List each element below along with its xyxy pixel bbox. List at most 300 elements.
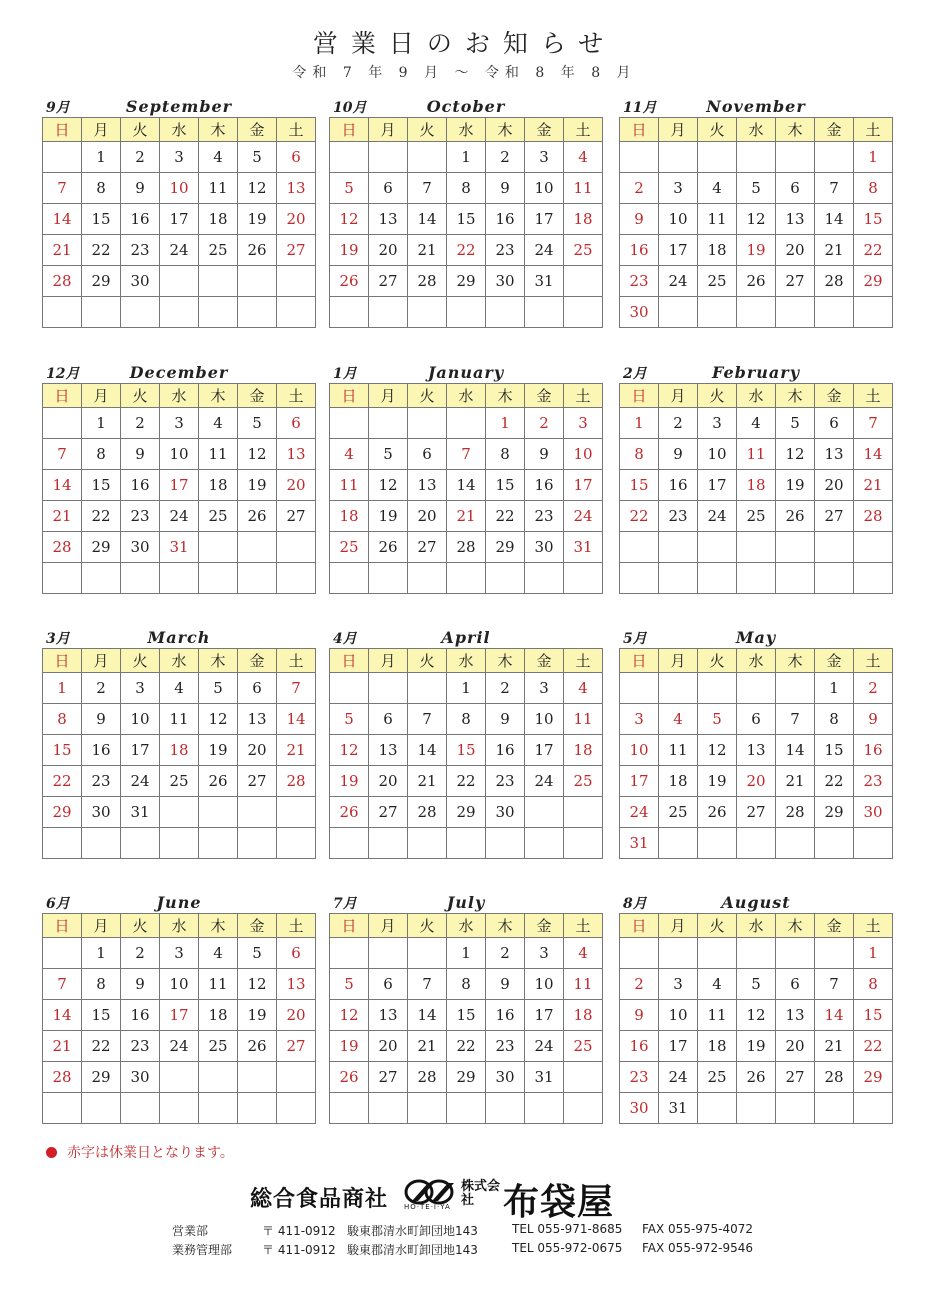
week-row	[43, 501, 316, 532]
day-cell: 4	[564, 938, 603, 969]
day-cell: 3	[160, 938, 199, 969]
month-header	[329, 97, 603, 117]
day-cell: 2	[486, 142, 525, 173]
day-cell: 27	[277, 1031, 316, 1062]
month-name-ja: 6月	[46, 896, 70, 912]
day-cell: 9	[486, 173, 525, 204]
week-row	[620, 828, 893, 859]
week-row	[43, 532, 316, 563]
day-cell: 18	[564, 204, 603, 235]
day-cell: 25	[564, 235, 603, 266]
day-cell: 19	[330, 1031, 369, 1062]
day-cell	[408, 828, 447, 859]
day-cell	[43, 828, 82, 859]
day-cell: 17	[121, 735, 160, 766]
week-row	[330, 142, 603, 173]
day-cell	[737, 673, 776, 704]
day-cell	[199, 532, 238, 563]
day-cell: 25	[199, 235, 238, 266]
day-cell: 27	[277, 235, 316, 266]
day-cell: 30	[121, 266, 160, 297]
week-row	[620, 501, 893, 532]
day-cell	[277, 297, 316, 328]
weekday-label: 火	[121, 649, 160, 673]
day-cell	[330, 1093, 369, 1124]
month-name-ja: 10月	[333, 100, 367, 116]
day-cell	[525, 1093, 564, 1124]
weekday-label: 金	[238, 649, 277, 673]
day-cell	[854, 828, 893, 859]
day-cell	[659, 563, 698, 594]
day-cell	[238, 797, 277, 828]
day-cell: 11	[698, 204, 737, 235]
day-cell: 6	[815, 408, 854, 439]
day-cell: 8	[854, 173, 893, 204]
day-cell: 18	[199, 204, 238, 235]
contact-tel: TEL 055-972-0675	[512, 1241, 623, 1255]
day-cell: 6	[776, 969, 815, 1000]
week-row	[43, 173, 316, 204]
day-cell: 22	[620, 501, 659, 532]
day-cell: 22	[854, 235, 893, 266]
day-cell: 12	[776, 439, 815, 470]
day-cell: 2	[121, 938, 160, 969]
day-cell: 26	[737, 1062, 776, 1093]
day-cell: 14	[408, 735, 447, 766]
week-row	[620, 1031, 893, 1062]
week-row	[330, 1000, 603, 1031]
day-cell: 4	[330, 439, 369, 470]
weekday-label: 火	[121, 118, 160, 142]
day-cell: 9	[620, 204, 659, 235]
day-cell	[564, 828, 603, 859]
day-cell: 22	[43, 766, 82, 797]
weekday-label: 日	[620, 914, 659, 938]
weekday-label: 水	[160, 649, 199, 673]
day-cell: 8	[447, 173, 486, 204]
week-row	[330, 938, 603, 969]
day-cell: 16	[525, 470, 564, 501]
month-calendar	[329, 893, 603, 1124]
weekday-row	[330, 118, 603, 142]
weekday-label: 金	[525, 384, 564, 408]
month-name-ja: 1月	[333, 366, 357, 382]
month-table	[42, 648, 316, 859]
day-cell: 12	[238, 969, 277, 1000]
day-cell	[698, 297, 737, 328]
weekday-label: 水	[447, 914, 486, 938]
day-cell: 15	[854, 204, 893, 235]
weekday-label: 土	[277, 649, 316, 673]
day-cell: 18	[199, 470, 238, 501]
day-cell: 8	[43, 704, 82, 735]
day-cell: 7	[408, 173, 447, 204]
week-row	[330, 439, 603, 470]
day-cell: 19	[238, 204, 277, 235]
day-cell: 24	[659, 1062, 698, 1093]
week-row	[620, 439, 893, 470]
day-cell	[199, 1093, 238, 1124]
day-cell: 21	[43, 235, 82, 266]
weekday-label: 木	[776, 118, 815, 142]
day-cell: 2	[854, 673, 893, 704]
day-cell	[82, 828, 121, 859]
day-cell	[486, 1093, 525, 1124]
month-table	[329, 913, 603, 1124]
weekday-label: 水	[160, 384, 199, 408]
week-row	[43, 797, 316, 828]
day-cell: 3	[659, 173, 698, 204]
month-name-ja: 2月	[623, 366, 647, 382]
week-row	[43, 704, 316, 735]
weekday-label: 火	[698, 384, 737, 408]
day-cell: 20	[776, 235, 815, 266]
day-cell	[620, 673, 659, 704]
day-cell	[815, 1093, 854, 1124]
day-cell: 23	[121, 501, 160, 532]
weekday-row	[43, 118, 316, 142]
week-row	[43, 297, 316, 328]
day-cell	[776, 673, 815, 704]
day-cell: 7	[408, 969, 447, 1000]
day-cell	[238, 828, 277, 859]
day-cell: 6	[277, 408, 316, 439]
month-name-en: June	[156, 893, 202, 912]
day-cell	[776, 563, 815, 594]
week-row	[330, 673, 603, 704]
contact-fax: FAX 055-975-4072	[642, 1222, 754, 1236]
day-cell: 2	[121, 142, 160, 173]
month-header	[619, 97, 893, 117]
day-cell	[776, 532, 815, 563]
day-cell: 28	[447, 532, 486, 563]
day-cell: 30	[486, 797, 525, 828]
weekday-label: 火	[408, 914, 447, 938]
day-cell	[199, 1062, 238, 1093]
day-cell: 12	[330, 735, 369, 766]
weekday-label: 日	[330, 649, 369, 673]
day-cell	[447, 297, 486, 328]
day-cell	[277, 828, 316, 859]
day-cell: 2	[82, 673, 121, 704]
day-cell: 28	[408, 1062, 447, 1093]
day-cell	[564, 797, 603, 828]
month-table	[329, 117, 603, 328]
week-row	[620, 1093, 893, 1124]
day-cell: 25	[698, 1062, 737, 1093]
day-cell: 12	[737, 1000, 776, 1031]
day-cell: 5	[330, 704, 369, 735]
day-cell: 27	[815, 501, 854, 532]
weekday-label: 月	[369, 118, 408, 142]
day-cell	[737, 563, 776, 594]
weekday-label: 木	[486, 384, 525, 408]
week-row	[330, 532, 603, 563]
day-cell: 1	[815, 673, 854, 704]
day-cell	[369, 1093, 408, 1124]
day-cell	[330, 408, 369, 439]
day-cell: 30	[486, 1062, 525, 1093]
day-cell: 1	[82, 408, 121, 439]
weekday-label: 土	[564, 384, 603, 408]
day-cell: 6	[408, 439, 447, 470]
logo-caption: HO·TE·I·YA	[404, 1203, 451, 1211]
day-cell: 31	[121, 797, 160, 828]
weekday-label: 木	[199, 384, 238, 408]
weekday-label: 水	[737, 649, 776, 673]
day-cell: 28	[43, 532, 82, 563]
day-cell	[659, 142, 698, 173]
day-cell	[330, 938, 369, 969]
day-cell: 20	[369, 1031, 408, 1062]
month-calendar	[619, 363, 893, 594]
day-cell	[447, 563, 486, 594]
day-cell: 10	[160, 969, 199, 1000]
day-cell: 31	[160, 532, 199, 563]
day-cell: 24	[160, 501, 199, 532]
day-cell: 14	[854, 439, 893, 470]
week-row	[330, 735, 603, 766]
day-cell	[486, 297, 525, 328]
day-cell: 8	[486, 439, 525, 470]
day-cell: 7	[43, 969, 82, 1000]
weekday-label: 金	[525, 649, 564, 673]
day-cell	[815, 828, 854, 859]
day-cell: 19	[238, 1000, 277, 1031]
weekday-label: 火	[698, 914, 737, 938]
legend	[46, 1142, 234, 1162]
day-cell: 12	[238, 173, 277, 204]
day-cell: 25	[330, 532, 369, 563]
day-cell: 5	[330, 173, 369, 204]
day-cell	[659, 532, 698, 563]
weekday-label: 金	[525, 914, 564, 938]
day-cell	[43, 1093, 82, 1124]
month-header	[329, 628, 603, 648]
day-cell	[369, 563, 408, 594]
month-name-ja: 8月	[623, 896, 647, 912]
month-name-en: March	[147, 628, 211, 647]
day-cell: 27	[369, 266, 408, 297]
contact-address: 駿東郡清水町卸団地143	[347, 1224, 478, 1238]
weekday-label: 木	[486, 649, 525, 673]
day-cell: 1	[82, 938, 121, 969]
day-cell: 17	[698, 470, 737, 501]
day-cell: 17	[564, 470, 603, 501]
weekday-label: 木	[776, 649, 815, 673]
day-cell: 18	[330, 501, 369, 532]
day-cell: 29	[447, 797, 486, 828]
week-row	[43, 204, 316, 235]
day-cell: 9	[854, 704, 893, 735]
day-cell	[121, 1093, 160, 1124]
week-row	[330, 266, 603, 297]
weekday-label: 水	[447, 118, 486, 142]
day-cell: 19	[369, 501, 408, 532]
month-header	[42, 97, 316, 117]
month-header	[42, 363, 316, 383]
day-cell	[815, 532, 854, 563]
day-cell: 16	[82, 735, 121, 766]
week-row	[43, 1031, 316, 1062]
day-cell	[199, 797, 238, 828]
day-cell: 20	[277, 204, 316, 235]
month-name-en: September	[125, 97, 233, 116]
month-calendar	[42, 628, 316, 859]
day-cell: 16	[620, 1031, 659, 1062]
day-cell: 9	[486, 969, 525, 1000]
weekday-label: 水	[737, 118, 776, 142]
day-cell	[776, 828, 815, 859]
day-cell	[199, 563, 238, 594]
weekday-label: 水	[447, 649, 486, 673]
day-cell: 31	[659, 1093, 698, 1124]
week-row	[620, 673, 893, 704]
week-row	[330, 1062, 603, 1093]
day-cell: 28	[408, 797, 447, 828]
day-cell	[408, 142, 447, 173]
day-cell: 5	[698, 704, 737, 735]
weekday-label: 月	[659, 914, 698, 938]
weekday-row	[620, 384, 893, 408]
weekday-label: 日	[620, 118, 659, 142]
weekday-label: 日	[43, 118, 82, 142]
red-dot-icon	[46, 1147, 57, 1158]
day-cell: 13	[277, 173, 316, 204]
weekday-label: 月	[82, 384, 121, 408]
day-cell: 11	[330, 470, 369, 501]
day-cell: 17	[525, 1000, 564, 1031]
day-cell: 17	[160, 204, 199, 235]
day-cell: 18	[564, 1000, 603, 1031]
day-cell: 23	[486, 235, 525, 266]
day-cell: 17	[659, 1031, 698, 1062]
week-row	[330, 173, 603, 204]
day-cell: 2	[486, 938, 525, 969]
day-cell: 7	[277, 673, 316, 704]
day-cell: 14	[43, 1000, 82, 1031]
weekday-label: 木	[486, 914, 525, 938]
day-cell: 30	[121, 532, 160, 563]
day-cell	[238, 297, 277, 328]
day-cell	[737, 938, 776, 969]
day-cell: 21	[776, 766, 815, 797]
day-cell: 12	[330, 1000, 369, 1031]
day-cell: 7	[43, 439, 82, 470]
day-cell: 10	[525, 704, 564, 735]
day-cell: 19	[776, 470, 815, 501]
day-cell: 21	[854, 470, 893, 501]
day-cell: 10	[160, 173, 199, 204]
day-cell: 26	[330, 797, 369, 828]
day-cell	[815, 938, 854, 969]
day-cell: 16	[486, 735, 525, 766]
week-row	[43, 969, 316, 1000]
day-cell: 8	[447, 969, 486, 1000]
day-cell: 3	[525, 673, 564, 704]
day-cell	[737, 297, 776, 328]
day-cell	[854, 532, 893, 563]
month-table	[619, 913, 893, 1124]
weekday-row	[620, 649, 893, 673]
weekday-row	[620, 914, 893, 938]
day-cell: 20	[277, 470, 316, 501]
week-row	[330, 1093, 603, 1124]
day-cell: 4	[199, 142, 238, 173]
day-cell: 17	[659, 235, 698, 266]
day-cell: 26	[330, 1062, 369, 1093]
weekday-label: 火	[121, 384, 160, 408]
day-cell: 1	[854, 142, 893, 173]
month-calendar	[619, 97, 893, 328]
corp-type: 株式会社	[461, 1179, 501, 1208]
day-cell	[776, 1093, 815, 1124]
weekday-row	[43, 914, 316, 938]
day-cell: 11	[160, 704, 199, 735]
day-cell: 7	[815, 173, 854, 204]
day-cell: 28	[776, 797, 815, 828]
day-cell: 3	[698, 408, 737, 439]
day-cell: 15	[43, 735, 82, 766]
day-cell: 30	[525, 532, 564, 563]
day-cell: 24	[564, 501, 603, 532]
day-cell: 29	[815, 797, 854, 828]
day-cell: 26	[698, 797, 737, 828]
week-row	[620, 297, 893, 328]
day-cell	[564, 1062, 603, 1093]
weekday-label: 月	[369, 914, 408, 938]
day-cell: 8	[82, 439, 121, 470]
day-cell: 12	[238, 439, 277, 470]
day-cell: 26	[737, 266, 776, 297]
week-row	[43, 828, 316, 859]
week-row	[620, 766, 893, 797]
day-cell: 10	[620, 735, 659, 766]
weekday-label: 日	[43, 649, 82, 673]
day-cell	[698, 828, 737, 859]
day-cell: 3	[160, 142, 199, 173]
day-cell: 4	[199, 938, 238, 969]
day-cell: 26	[238, 501, 277, 532]
day-cell	[330, 297, 369, 328]
day-cell: 11	[199, 969, 238, 1000]
day-cell: 2	[121, 408, 160, 439]
day-cell: 13	[277, 439, 316, 470]
day-cell: 23	[121, 235, 160, 266]
weekday-label: 火	[121, 914, 160, 938]
day-cell	[369, 828, 408, 859]
day-cell	[659, 938, 698, 969]
day-cell: 21	[815, 235, 854, 266]
day-cell	[277, 1062, 316, 1093]
day-cell: 4	[160, 673, 199, 704]
week-row	[330, 704, 603, 735]
day-cell: 23	[620, 266, 659, 297]
day-cell	[659, 673, 698, 704]
month-name-ja: 5月	[623, 631, 647, 647]
day-cell: 12	[698, 735, 737, 766]
month-calendar	[42, 363, 316, 594]
day-cell	[486, 563, 525, 594]
day-cell: 25	[659, 797, 698, 828]
day-cell: 10	[564, 439, 603, 470]
day-cell: 26	[199, 766, 238, 797]
day-cell: 5	[369, 439, 408, 470]
day-cell	[408, 673, 447, 704]
weekday-label: 水	[160, 914, 199, 938]
day-cell	[160, 828, 199, 859]
day-cell: 20	[369, 766, 408, 797]
